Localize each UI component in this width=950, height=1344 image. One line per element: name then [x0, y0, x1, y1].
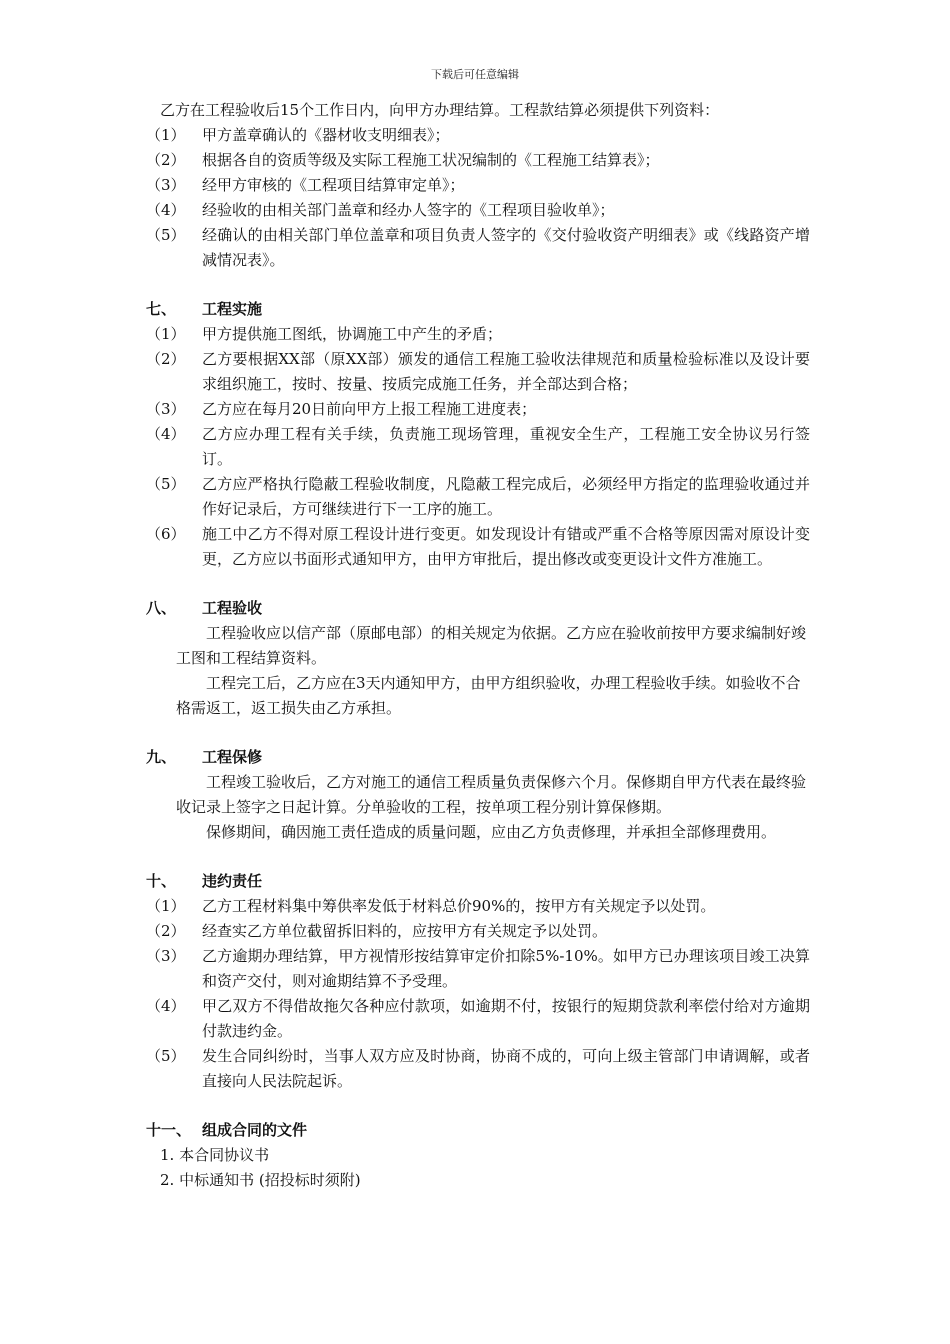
list-item: （5） 发生合同纠纷时，当事人双方应及时协商，协商不成的，可向上级主管部门申请调解，或者直接向人民法院起诉。 — [146, 1047, 810, 1090]
list-item: （2） 根据各自的资质等级及实际工程施工状况编制的《工程施工结算表》； — [146, 151, 660, 169]
page-header: 下载后可任意编辑 — [431, 68, 519, 81]
list-item: 1. 本合同协议书 — [160, 1146, 270, 1164]
list-item: （4） 乙方应办理工程有关手续，负责施工现场管理，重视安全生产，工程施工安全协议另行签订。 — [146, 425, 810, 468]
section-heading-11: 十一、 组成合同的文件 — [146, 1121, 308, 1139]
section-heading-7: 七、 工程实施 — [146, 300, 263, 318]
list-item: （3） 经甲方审核的《工程项目结算审定单》； — [146, 176, 465, 194]
list-item: 2. 中标通知书 (招投标时须附) — [160, 1171, 361, 1189]
list-item: （5） 经确认的由相关部门单位盖章和项目负责人签字的《交付验收资产明细表》或《线路资产增减情况表》。 — [146, 226, 810, 269]
section-7-list — [146, 322, 810, 572]
section-8-paragraph: 工程验收应以信产部（原邮电部）的相关规定为依据。乙方应在验收前按甲方要求编制好竣工图和工程结算资料。 — [176, 624, 807, 667]
list-item: （4） 经验收的由相关部门盖章和经办人签字的《工程项目验收单》； — [146, 201, 615, 219]
list-item: （6） 施工中乙方不得对原工程设计进行变更。如发现设计有错或严重不合格等原因需对原设计变更，乙方应以书面形式通知甲方，由甲方审批后，提出修改或变更设计文件方准施工。 — [146, 525, 810, 568]
section-8-paragraph: 工程完工后，乙方应在3天内通知甲方，由甲方组织验收，办理工程验收手续。如验收不合格需返工，返工损失由乙方承担。 — [176, 674, 801, 717]
list-item: （2） 经查实乙方单位截留拆旧料的，应按甲方有关规定予以处罚。 — [146, 922, 608, 940]
settlement-list — [146, 123, 810, 273]
section-10-list — [146, 894, 810, 1094]
list-item: （2） 乙方要根据XX部（原XX部）颁发的通信工程施工验收法律规范和质量检验标准以及设计要求组织施工，按时、按量、按质完成施工任务，并全部达到合格； — [146, 350, 810, 393]
section-heading-10: 十、 违约责任 — [146, 872, 263, 890]
section-11-list — [160, 1143, 810, 1193]
section-heading-9: 九、 工程保修 — [146, 748, 263, 766]
section-heading-8: 八、 工程验收 — [146, 599, 263, 617]
list-item: （5） 乙方应严格执行隐蔽工程验收制度，凡隐蔽工程完成后，必须经甲方指定的监理验收通过并作好记录后，方可继续进行下一工序的施工。 — [146, 475, 810, 518]
document-body — [146, 98, 810, 1193]
section-9-paragraph: 工程竣工验收后，乙方对施工的通信工程质量负责保修六个月。保修期自甲方代表在最终验收记录上签字之日起计算。分单验收的工程，按单项工程分别计算保修期。 — [176, 773, 807, 816]
list-item: （4） 甲乙双方不得借故拖欠各种应付款项，如逾期不付，按银行的短期贷款利率偿付给对方逾期付款违约金。 — [146, 997, 810, 1040]
list-item: （3） 乙方应在每月20日前向甲方上报工程施工进度表； — [146, 400, 537, 418]
list-item: （1） 乙方工程材料集中筹供率发低于材料总价90%的，按甲方有关规定予以处罚。 — [146, 897, 716, 915]
list-item: （1） 甲方盖章确认的《器材收支明细表》； — [146, 126, 450, 144]
settlement-intro: 乙方在工程验收后15个工作日内，向甲方办理结算。工程款结算必须提供下列资料： — [160, 101, 720, 119]
section-9-paragraph: 保修期间，确因施工责任造成的质量问题，应由乙方负责修理，并承担全部修理费用。 — [206, 823, 777, 841]
list-item: （3） 乙方逾期办理结算，甲方视情形按结算审定价扣除5%-10%。如甲方已办理该项目竣工决算和资产交付，则对逾期结算不予受理。 — [146, 947, 810, 990]
list-item: （1） 甲方提供施工图纸，协调施工中产生的矛盾； — [146, 325, 503, 343]
